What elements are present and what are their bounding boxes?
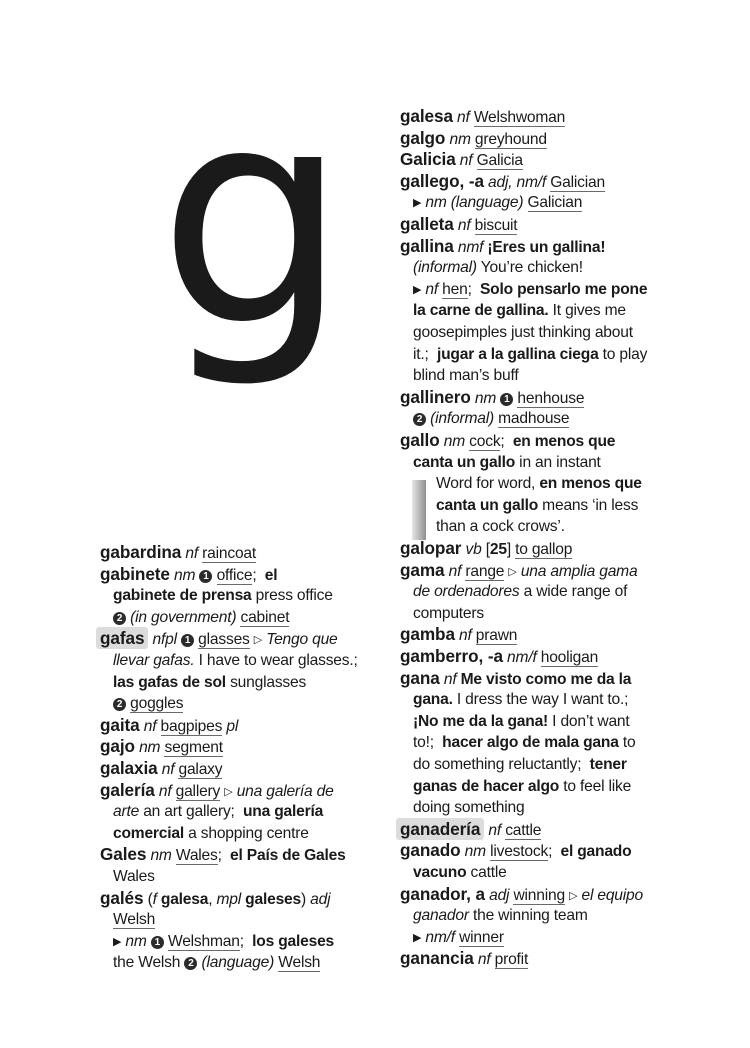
grammar-label: vb: [461, 541, 482, 558]
grammar-label: nm: [169, 566, 196, 584]
dictionary-entry: [400, 668, 631, 690]
translation: hooligan: [540, 649, 599, 666]
translation: biscuit: [474, 217, 518, 234]
headword: galesa: [400, 106, 453, 126]
headword: galgo: [400, 127, 446, 148]
sense-number-badge: 1: [199, 570, 212, 583]
dictionary-entry: [400, 149, 523, 171]
grammar-label: nf: [181, 545, 198, 562]
dictionary-entry: [100, 564, 277, 586]
grammar-label: una amplia gama: [516, 562, 638, 580]
dictionary-entry: [400, 128, 547, 150]
entry-text: do something reluctantly;: [413, 756, 590, 773]
grammar-label: nm: [134, 739, 161, 757]
headword: gallinero: [400, 386, 471, 407]
entry-continuation: [413, 322, 633, 344]
grammar-label: nm: [146, 847, 172, 865]
phrase: la carne de gallina.: [413, 302, 549, 320]
grammar-label: nf: [439, 670, 457, 688]
entry-text: means ‘in less: [538, 496, 639, 514]
grammar-label: (informal): [430, 410, 494, 428]
dictionary-entry: [400, 214, 517, 236]
entry-continuation: [413, 776, 631, 798]
dictionary-entry: [400, 236, 605, 258]
entry-text: blind man’s buff: [413, 367, 519, 385]
headword: galería: [100, 779, 155, 800]
grammar-label: nm: [470, 389, 497, 407]
phrase: las gafas de sol: [113, 673, 226, 691]
headword: gallego, -a: [400, 170, 484, 191]
entry-text: to!;: [413, 734, 443, 752]
headword: gama: [400, 559, 445, 580]
arrow-icon: ▶: [413, 283, 422, 296]
phrase: vacuno: [413, 864, 467, 881]
translation: segment: [164, 739, 223, 757]
entry-text: to feel like: [559, 777, 632, 795]
entry-text: [212, 567, 216, 584]
grammar-label: mpl: [216, 890, 242, 908]
dictionary-entry: [100, 758, 222, 780]
sense-number-badge: 1: [500, 393, 513, 406]
entry-continuation: [413, 581, 627, 603]
entry-text: ;: [252, 566, 265, 584]
entry-text: it.;: [413, 345, 437, 363]
phrase: canta un gallo: [436, 496, 539, 514]
dictionary-entry: [400, 840, 631, 862]
headword: ganado: [400, 840, 461, 861]
phrase: galeses: [245, 890, 301, 908]
headword: galleta: [400, 214, 454, 234]
entry-text: ;: [548, 843, 561, 861]
translation: to gallop: [515, 541, 573, 558]
phrase: en menos que: [539, 475, 642, 493]
translation: Welshman: [167, 932, 240, 950]
dictionary-entry: [400, 106, 565, 128]
phrase: gabinete de prensa: [113, 587, 252, 605]
dictionary-entry: [400, 819, 541, 841]
headword: galaxia: [100, 758, 158, 778]
entry-continuation: [113, 693, 183, 715]
entry-continuation: [413, 797, 524, 819]
translation: bagpipes: [160, 717, 223, 735]
word-for-word-note: [436, 495, 638, 517]
sense-number-badge: 2: [413, 413, 426, 426]
entry-text: press office: [251, 587, 333, 605]
grammar-label: nf: [473, 951, 491, 969]
entry-text: than a cock crows’.: [436, 518, 565, 536]
entry-continuation: [113, 823, 309, 845]
grammar-label: nfpl: [148, 631, 177, 649]
translation: winner: [459, 928, 504, 946]
dictionary-entry: [400, 948, 528, 970]
headword: galés: [100, 887, 144, 908]
grammar-label: adj: [306, 890, 331, 908]
grammar-label: el equipo: [577, 886, 643, 904]
entry-continuation: [413, 927, 504, 949]
dictionary-entry: [100, 780, 334, 802]
grammar-label: llevar gafas.: [113, 652, 195, 669]
arrow-icon: ▷: [253, 634, 263, 647]
arrow-icon: ▷: [569, 889, 578, 902]
entry-continuation: [413, 689, 628, 711]
grammar-label: ganador: [413, 907, 469, 925]
word-for-word-bar: [412, 480, 426, 540]
translation: Welshwoman: [473, 109, 566, 126]
entry-text: I have to wear glasses.;: [194, 652, 358, 669]
entry-text: ;: [500, 433, 513, 450]
phrase: el ganado: [560, 843, 632, 861]
entry-text: computers: [413, 604, 484, 622]
phrase: hacer algo de mala gana: [442, 734, 619, 752]
entry-continuation: [413, 257, 583, 279]
dictionary-entry: [100, 888, 330, 910]
headword: gabinete: [100, 563, 170, 584]
entry-text: goosepimples just thinking about: [413, 324, 633, 341]
entry-text: [523, 194, 527, 211]
sense-number-badge: 1: [151, 936, 164, 949]
entry-text: sunglasses: [225, 673, 307, 691]
translation: galaxy: [178, 761, 223, 778]
phrase: galesa: [160, 890, 209, 908]
grammar-label: arte: [113, 803, 140, 821]
phrase: tener: [589, 756, 627, 773]
dictionary-entry: [100, 736, 223, 758]
grammar-label: nm/f: [421, 928, 455, 946]
grammar-label: adj, nm/f: [483, 173, 547, 191]
phrase: el País de Gales: [230, 847, 346, 865]
sense-number-badge: 2: [113, 698, 126, 711]
entry-text: It gives me: [548, 302, 626, 320]
sense-number-badge: 1: [181, 634, 194, 647]
entry-continuation: [113, 672, 306, 694]
translation: Galician: [527, 194, 583, 212]
headword: gamberro, -a: [400, 646, 503, 666]
entry-text: the winning team: [468, 907, 588, 925]
headword: ganancia: [400, 948, 474, 969]
entry-text: an art gallery;: [139, 803, 243, 821]
entry-continuation: [113, 650, 358, 672]
dictionary-entry: [400, 624, 517, 646]
grammar-label: nmf: [453, 238, 484, 256]
grammar-label: nf: [455, 152, 473, 170]
entry-continuation: [413, 365, 518, 387]
entry-text: Word for word,: [436, 475, 540, 493]
grammar-label: pl: [222, 717, 239, 735]
grammar-label: nf: [154, 782, 172, 800]
translation: winning: [513, 886, 565, 904]
word-for-word-note: [436, 473, 642, 495]
entry-text: ,: [208, 890, 217, 908]
dictionary-entry: [100, 628, 338, 650]
translation: cattle: [505, 821, 542, 839]
grammar-label: nf: [444, 562, 462, 580]
entry-text: the Welsh: [113, 954, 185, 972]
translation: Welsh: [278, 954, 321, 972]
phrase: una galería: [242, 803, 324, 821]
entry-text: ;: [217, 847, 231, 865]
translation: glasses: [198, 631, 250, 649]
entry-text: ;: [467, 280, 480, 298]
translation: cabinet: [240, 608, 290, 626]
entry-continuation: [113, 585, 333, 607]
headword: ganadería: [396, 818, 484, 840]
entry-text: in an instant: [515, 453, 601, 471]
dictionary-entry: [400, 646, 598, 668]
translation: profit: [494, 951, 529, 969]
grammar-label: nm/f: [502, 649, 537, 666]
arrow-icon: ▷: [508, 565, 517, 578]
entry-text: doing something: [413, 799, 525, 817]
entry-text: ;: [239, 932, 253, 950]
headword: gana: [400, 667, 440, 688]
entry-text: a shopping centre: [184, 824, 309, 842]
phrase: en menos que: [512, 433, 616, 450]
arrow-icon: ▶: [413, 197, 422, 210]
phrase: canta un gallo: [413, 453, 516, 471]
grammar-label: nm: [121, 932, 147, 950]
grammar-label: (in government): [130, 608, 237, 626]
entry-continuation: [413, 452, 601, 474]
translation: greyhound: [474, 130, 547, 148]
dictionary-entry: [400, 884, 643, 906]
entry-text: I dress the way I want to.;: [452, 691, 629, 709]
grammar-label: (informal): [413, 259, 477, 277]
entry-continuation: [413, 711, 630, 733]
translation: Welsh: [113, 911, 156, 929]
phrase: Solo pensarlo me pone: [479, 280, 648, 298]
grammar-label: nm: [445, 130, 471, 148]
translation: livestock: [490, 843, 549, 861]
entry-text: [156, 718, 160, 735]
sense-number-badge: 2: [113, 612, 126, 625]
dictionary-entry: [100, 715, 238, 737]
grammar-label: nf: [452, 109, 470, 126]
entry-text: cattle: [466, 864, 507, 881]
entry-continuation: [113, 801, 323, 823]
translation: hen: [442, 280, 468, 298]
entry-continuation: [113, 931, 334, 953]
headword: gallina: [400, 235, 454, 256]
word-for-word-note: [436, 516, 565, 538]
translation: cock: [469, 433, 501, 450]
arrow-icon: ▶: [413, 931, 422, 944]
translation: office: [216, 566, 253, 584]
translation: Galicia: [476, 152, 523, 170]
headword: Galicia: [400, 149, 456, 170]
dictionary-entry: [400, 560, 637, 582]
entry-text: ]: [506, 541, 516, 558]
grammar-label: adj: [484, 886, 510, 904]
headword: ganador, a: [400, 883, 485, 904]
headword: Gales: [100, 844, 147, 865]
grammar-label: (language): [201, 954, 275, 972]
headword: gallo: [400, 430, 440, 450]
entry-continuation: [413, 732, 635, 754]
sense-number-badge: 2: [184, 957, 197, 970]
grammar-label: nm: [460, 843, 486, 861]
headword: gamba: [400, 624, 455, 645]
phrase: comercial: [113, 824, 185, 842]
translation: gallery: [175, 782, 221, 800]
translation: Galician: [550, 173, 605, 191]
dictionary-entry: [400, 387, 584, 409]
grammar-label: f: [152, 890, 157, 908]
grammar-label: nf: [139, 717, 157, 735]
entry-continuation: [413, 905, 588, 927]
dictionary-entry: [400, 430, 615, 452]
headword: gabardina: [100, 542, 182, 562]
entry-text: [490, 951, 494, 968]
translation: Wales: [175, 847, 218, 865]
entry-continuation: [113, 952, 320, 974]
grammar-label: nf: [453, 217, 471, 234]
grammar-label: Tengo que: [262, 631, 338, 649]
phrase: gana.: [413, 691, 453, 709]
translation: raincoat: [202, 545, 257, 562]
dictionary-entry: [100, 542, 256, 564]
grammar-label: nf: [157, 761, 175, 778]
entry-continuation: [413, 408, 569, 430]
dictionary-entry: [400, 171, 605, 193]
phrase: el: [264, 566, 278, 584]
entry-text: Wales: [113, 868, 155, 885]
headword: galopar: [400, 538, 462, 558]
entry-text: You’re chicken!: [476, 259, 583, 277]
arrow-icon: ▷: [224, 785, 233, 798]
entry-continuation: [413, 300, 626, 322]
arrow-icon: ▶: [113, 935, 122, 948]
entry-text: I don’t want: [548, 712, 630, 730]
grammar-label: nm: [439, 433, 466, 450]
entry-continuation: [413, 279, 647, 301]
phrase: ganas de hacer algo: [413, 777, 560, 795]
entry-continuation: [113, 607, 289, 629]
entry-continuation: [413, 192, 582, 214]
phrase: Me visto como me da la: [460, 670, 632, 688]
translation: range: [465, 562, 505, 580]
headword: gafas: [96, 627, 148, 649]
section-letter: g: [158, 43, 349, 392]
phrase: ¡Eres un gallina!: [487, 238, 606, 256]
entry-continuation: [113, 866, 155, 888]
entry-text: [: [481, 541, 490, 558]
phrase: jugar a la gallina ciega: [436, 345, 599, 363]
translation: prawn: [475, 627, 518, 645]
entry-text: (: [143, 890, 153, 908]
entry-text: to: [618, 734, 636, 752]
grammar-label: nf: [454, 627, 472, 645]
entry-text: [171, 783, 175, 800]
dictionary-entry: [400, 538, 572, 560]
phrase: los galeses: [252, 932, 335, 950]
entry-continuation: [413, 344, 647, 366]
entry-continuation: [113, 909, 155, 931]
grammar-label: nf: [484, 821, 502, 839]
phrase: ¡No me da la gana!: [413, 712, 549, 730]
entry-continuation: [413, 603, 484, 625]
entry-continuation: [413, 862, 507, 884]
grammar-label: nf: [421, 280, 439, 298]
grammar-label: nm (language): [421, 194, 524, 212]
entry-text: to play: [598, 345, 648, 363]
phrase: 25: [489, 541, 507, 558]
headword: gaita: [100, 714, 140, 735]
entry-text: [472, 152, 476, 169]
headword: gajo: [100, 736, 135, 757]
entry-text: ): [301, 890, 306, 908]
translation: goggles: [130, 695, 184, 713]
translation: madhouse: [498, 410, 570, 428]
grammar-label: de ordenadores: [413, 583, 520, 601]
dictionary-entry: [100, 844, 346, 866]
entry-text: a wide range of: [519, 583, 628, 601]
translation: henhouse: [517, 389, 585, 407]
grammar-label: una galería de: [232, 782, 334, 800]
entry-continuation: [413, 754, 627, 776]
